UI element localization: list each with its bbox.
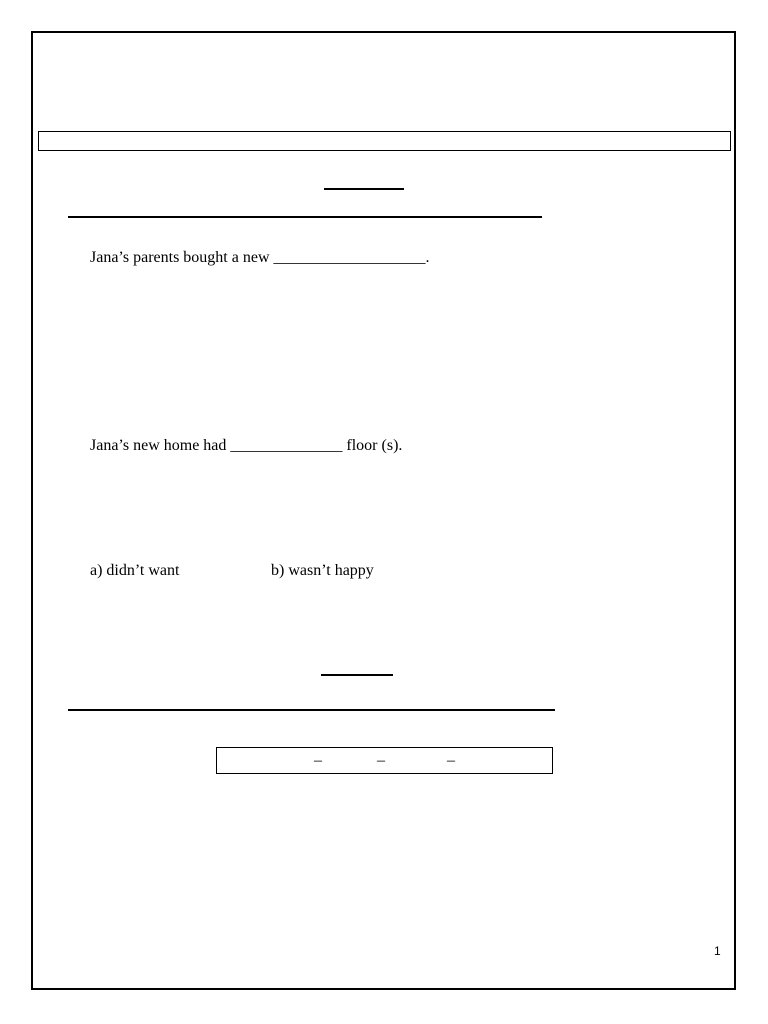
page-border xyxy=(31,31,736,990)
page-number: 1 xyxy=(714,944,721,958)
section-divider-1 xyxy=(68,216,542,218)
section-heading-underline-2 xyxy=(321,674,393,676)
question-2-text: Jana’s new home had ______________ floor (s). xyxy=(90,437,403,454)
answer-box xyxy=(216,747,553,774)
section-heading-underline-1 xyxy=(324,188,404,190)
title-box xyxy=(38,131,731,151)
answer-dash-2: – xyxy=(377,752,385,769)
answer-dash-3: – xyxy=(447,752,455,769)
answer-dash-1: – xyxy=(314,752,322,769)
question-1-text: Jana’s parents bought a new ___________________. xyxy=(90,249,430,266)
option-b: b) wasn’t happy xyxy=(271,562,374,579)
option-a: a) didn’t want xyxy=(90,562,180,579)
section-divider-2 xyxy=(68,709,555,711)
